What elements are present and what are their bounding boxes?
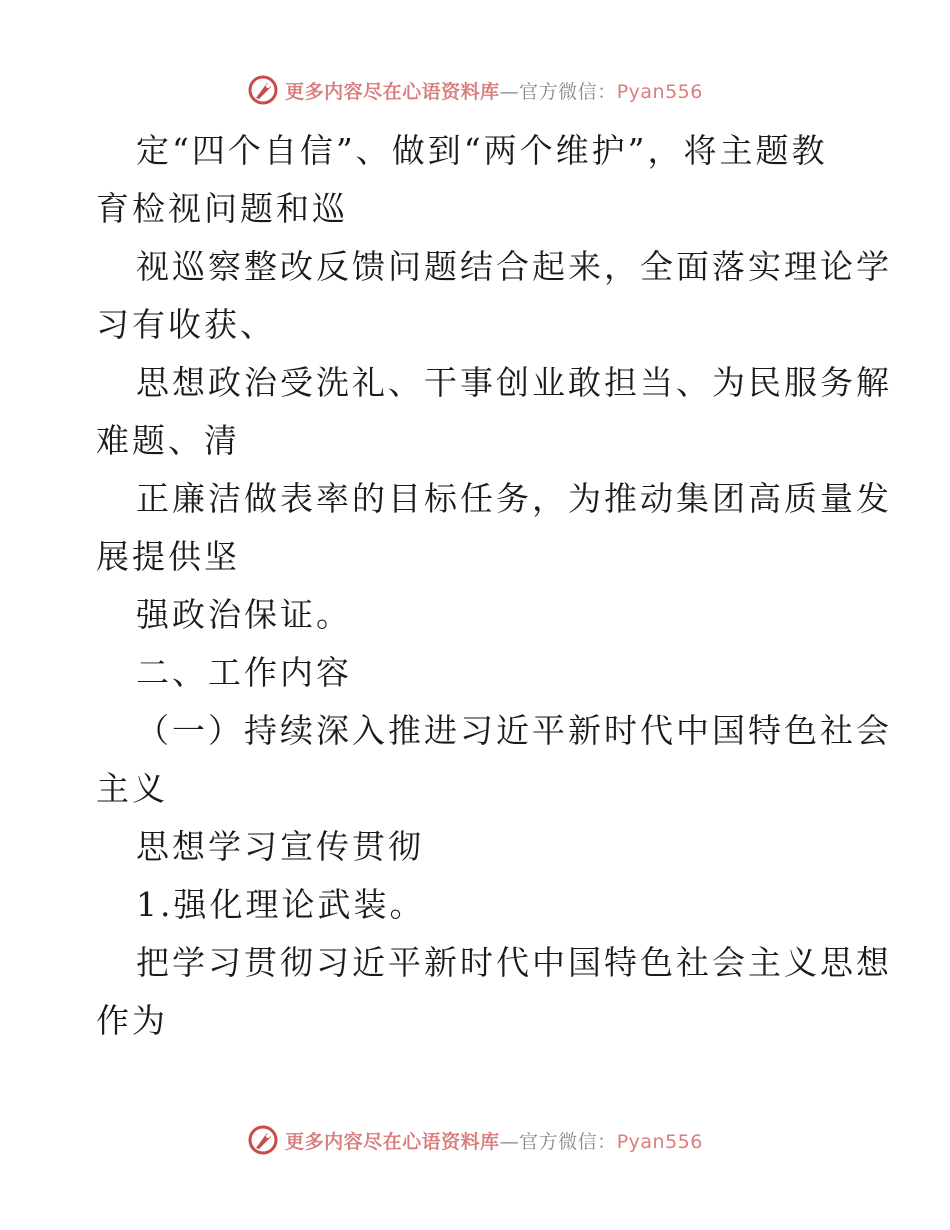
paragraph-line: 作为 (96, 1001, 168, 1040)
footer-watermark (0, 1122, 950, 1158)
paragraph-line: 难题、清 (96, 421, 240, 460)
document-body (96, 122, 892, 1050)
pen-nib-logo-icon (247, 1124, 279, 1156)
subsection-heading: （一）持续深入推进习近平新时代中国特色社会 (136, 711, 892, 750)
watermark-dash: — (499, 1130, 520, 1153)
watermark-label: 官方微信： (519, 1130, 617, 1153)
subsection-heading-continued: 主义 (96, 769, 168, 808)
watermark-brand: 更多内容尽在心语资料库 (285, 80, 500, 103)
item-heading: 1.强化理论武装。 (136, 885, 426, 924)
paragraph-line: 正廉洁做表率的目标任务，为推动集团高质量发 (136, 479, 892, 518)
watermark-brand: 更多内容尽在心语资料库 (285, 1130, 500, 1153)
watermark-label: 官方微信： (519, 80, 617, 103)
paragraph-line: 育检视问题和巡 (96, 189, 348, 228)
watermark-dash: — (499, 80, 520, 103)
paragraph-line: 把学习贯彻习近平新时代中国特色社会主义思想 (136, 943, 892, 982)
paragraph-line: 视巡察整改反馈问题结合起来，全面落实理论学 (136, 247, 892, 286)
paragraph-line: 强政治保证。 (136, 595, 352, 634)
subsection-heading-continued: 思想学习宣传贯彻 (136, 827, 424, 866)
paragraph-line: 展提供坚 (96, 537, 240, 576)
watermark-id: Pyan556 (616, 1130, 703, 1153)
watermark-id: Pyan556 (616, 80, 703, 103)
section-heading: 二、工作内容 (136, 653, 352, 692)
pen-nib-logo-icon (247, 74, 279, 106)
paragraph-line: 思想政治受洗礼、干事创业敢担当、为民服务解 (136, 363, 892, 402)
header-watermark (0, 72, 950, 108)
paragraph-line: 定“四个自信”、做到“两个维护”，将主题教 (136, 131, 828, 170)
paragraph-line: 习有收获、 (96, 305, 276, 344)
